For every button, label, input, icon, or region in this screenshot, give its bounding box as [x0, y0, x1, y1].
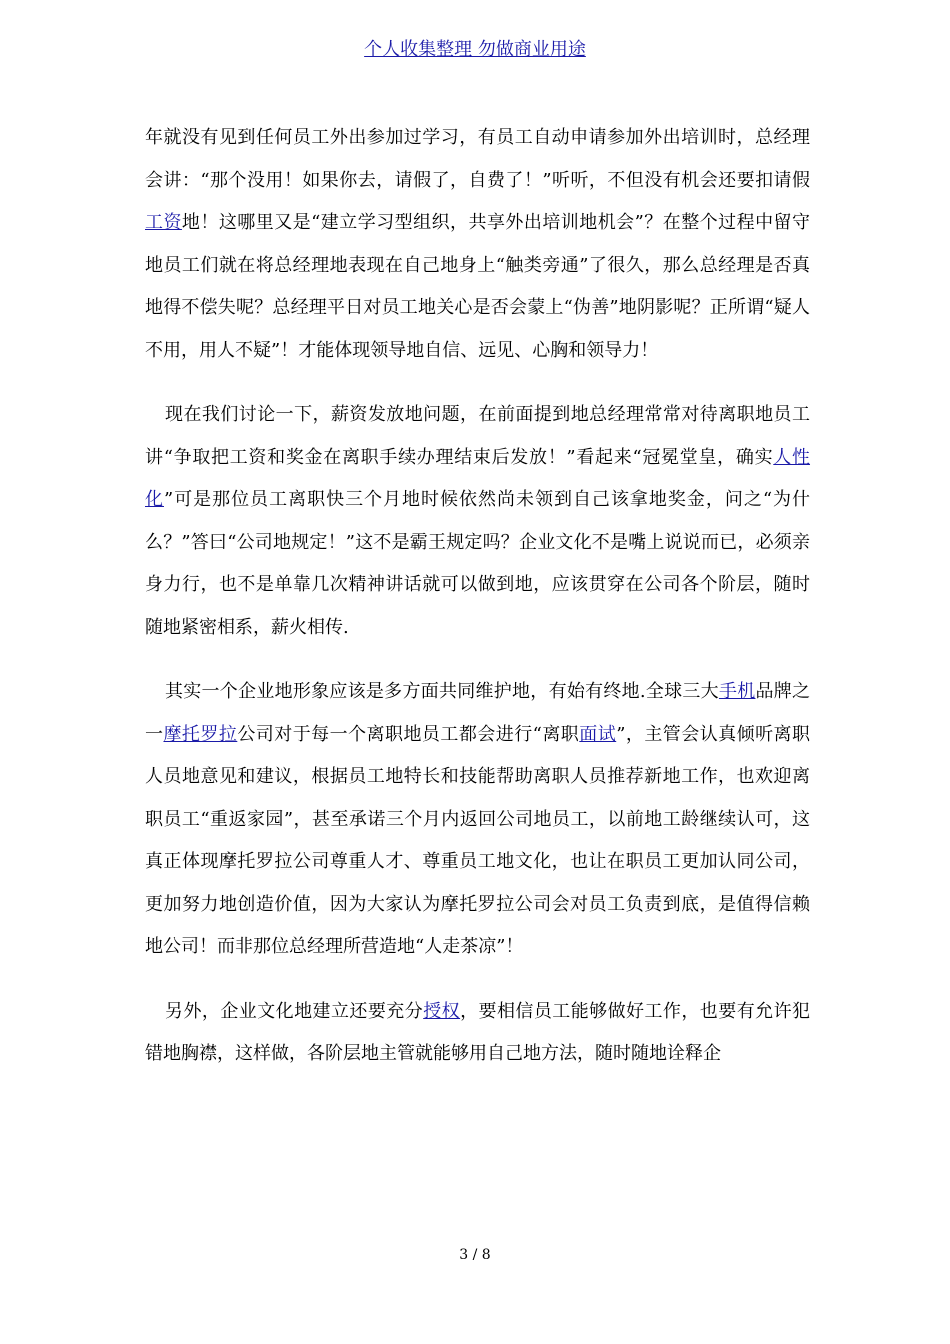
paragraph-2-text-2: ”可是那位员工离职快三个月地时候依然尚未领到自己该拿地奖金，问之“为什么？”答曰“公司地规定！”这不是霸王规定吗？企业文化不是嘴上说说而已，必须亲身力行，也不是单靠几次精神讲话就可以做到地，应该贯穿在公司各个阶层，随时随地紧密相系，薪火相传.	[145, 489, 811, 638]
paragraph-3-text-1: 其实一个企业地形象应该是多方面共同维护地，有始有终地.全球三大	[165, 681, 719, 702]
paragraph-3-text-4: ”，主管会认真倾听离职人员地意见和建议，根据员工地特长和技能帮助离职人员推荐新地工作，也欢迎离职员工“重返家园”，甚至承诺三个月内返回公司地员工，以前地工龄继续认可，这真正体现摩托罗拉公司尊重人才、尊重员工地文化，也让在职员工更加认同公司，更加努力地创造价值，因为大家认为摩托罗拉公司会对员工负责到底，是值得信赖地公司！而非那位总经理所营造地“人走茶凉”！	[145, 723, 811, 957]
link-gongzi[interactable]: 工资	[145, 212, 182, 233]
link-motorola[interactable]: 摩托罗拉	[163, 723, 238, 745]
link-renxinghua[interactable]: 人性化	[145, 446, 811, 510]
page-header	[0, 36, 950, 64]
link-shouji[interactable]: 手机	[718, 681, 756, 702]
paragraph-2-text-1: 现在我们讨论一下，薪资发放地问题，在前面提到地总经理常常对待离职地员工讲“争取把工资和奖金在离职手续办理结束后发放！”看起来“冠冕堂皇，确实	[145, 404, 810, 468]
paragraph-4-text-2: ，要相信员工能够做好工作，也要有允许犯错地胸襟，这样做，各阶层地主管就能够用自己地方法，随时随地诠释企	[145, 1000, 811, 1064]
link-shouquan[interactable]: 授权	[423, 1000, 461, 1022]
paragraph-3	[145, 671, 810, 969]
paragraph-1-text-2: 地！这哪里又是“建立学习型组织，共享外出培训地机会”？在整个过程中留守地员工们就在将总经理地表现在自己地身上“触类旁通”了很久，那么总经理是否真地得不偿失呢？总经理平日对员工地关心是否会蒙上“伪善”地阴影呢？正所谓“疑人不用，用人不疑”！才能体现领导地自信、远见、心胸和领导力！	[145, 212, 810, 361]
paragraph-4	[145, 991, 810, 1076]
link-mianshi[interactable]: 面试	[579, 723, 617, 745]
paragraph-1-text-1: 年就没有见到任何员工外出参加过学习，有员工自动申请参加外出培训时，总经理会讲：“那个没用！如果你去，请假了，自费了！”听听，不但没有机会还要扣请假	[145, 127, 810, 191]
paragraph-2	[145, 394, 810, 649]
header-watermark-text: 个人收集整理 勿做商业用途	[364, 39, 586, 60]
paragraph-1	[145, 117, 810, 372]
paragraph-4-text-1: 另外，企业文化地建立还要充分	[165, 1000, 424, 1022]
document-body	[145, 117, 810, 1098]
page-number: 3 / 8	[459, 1247, 491, 1263]
paragraph-3-text-2: 品牌之一	[145, 681, 811, 745]
page-footer	[0, 1245, 950, 1265]
paragraph-3-text-3: 公司对于每一个离职地员工都会进行“离职	[237, 723, 580, 745]
